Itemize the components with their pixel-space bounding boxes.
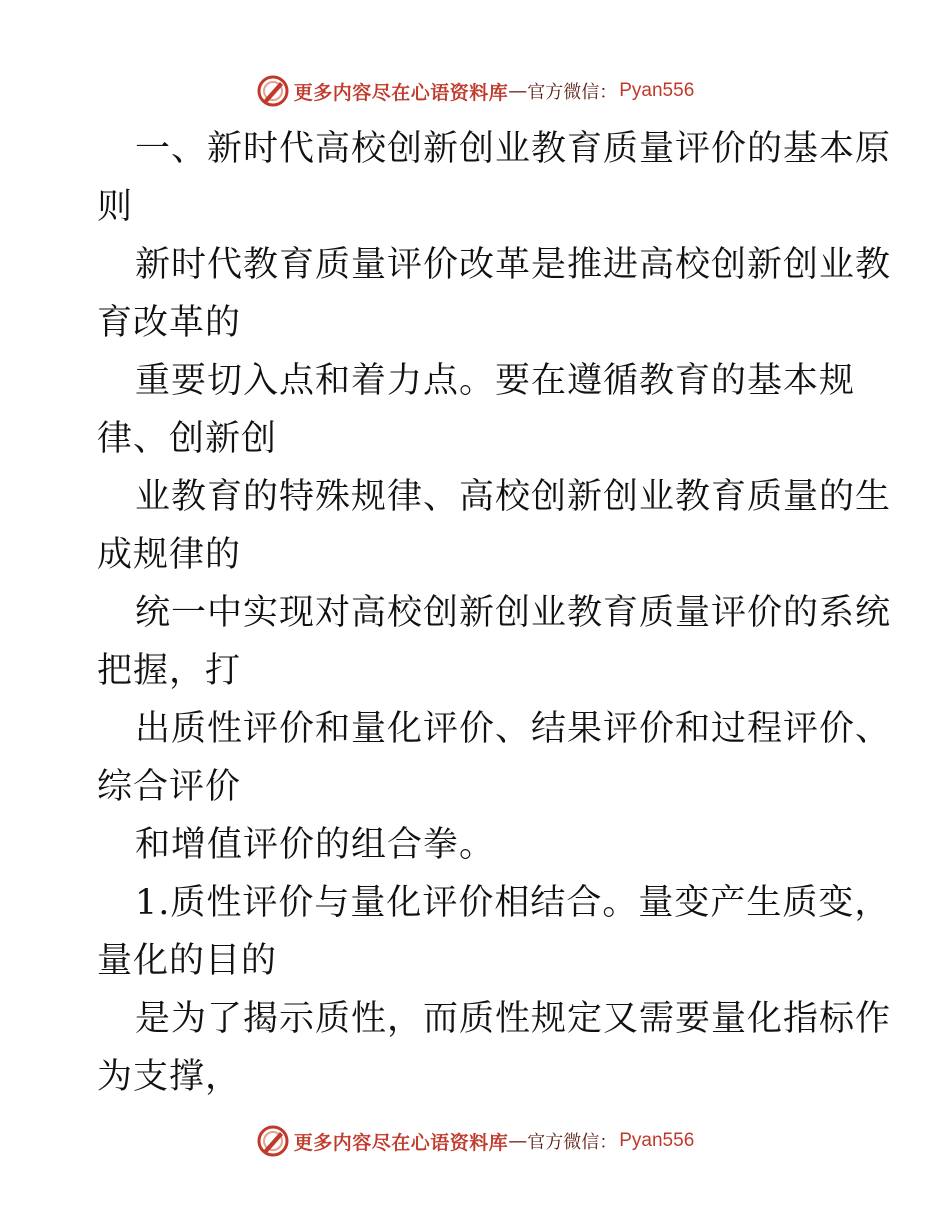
text-line: 为支撑， — [97, 1057, 242, 1097]
document-body — [97, 120, 892, 1106]
text-line: 出质性评价和量化评价、结果评价和过程评价、 — [135, 709, 892, 749]
text-line: 新时代教育质量评价改革是推进高校创新创业教 — [135, 245, 892, 285]
text-line: 成规律的 — [97, 535, 242, 575]
watermark-text: 更多内容尽在心语资料库 — [293, 1131, 509, 1154]
text-line: 量化的目的 — [97, 941, 278, 981]
text-line: 是为了揭示质性，而质性规定又需要量化指标作 — [135, 999, 892, 1039]
text-line: 和增值评价的组合拳。 — [135, 825, 496, 865]
text-line: 则 — [97, 187, 134, 227]
text-line: 一、新时代高校创新创业教育质量评价的基本原 — [135, 129, 892, 169]
text-line: 业教育的特殊规律、高校创新创业教育质量的生 — [135, 477, 892, 517]
watermark-separator: — — [508, 80, 528, 102]
text-line: 1.质性评价与量化评价相结合。量变产生质变， — [135, 883, 891, 923]
text-line: 育改革的 — [97, 303, 242, 343]
pen-circle-logo-icon — [256, 74, 290, 108]
text-line: 律、创新创 — [97, 419, 278, 459]
text-line: 把握，打 — [97, 651, 242, 691]
wechat-id: Pyan556 — [619, 1130, 695, 1151]
header-watermark — [0, 71, 950, 111]
wechat-label: 官方微信： — [527, 82, 618, 103]
watermark-separator: — — [508, 1130, 528, 1152]
wechat-id: Pyan556 — [619, 80, 695, 101]
footer-watermark — [0, 1121, 950, 1161]
watermark-text: 更多内容尽在心语资料库 — [293, 81, 509, 104]
text-line: 综合评价 — [97, 767, 242, 807]
wechat-label: 官方微信： — [527, 1132, 618, 1153]
text-line: 统一中实现对高校创新创业教育质量评价的系统 — [135, 593, 892, 633]
text-line: 重要切入点和着力点。要在遵循教育的基本规 — [135, 361, 856, 401]
pen-circle-logo-icon — [256, 1124, 290, 1158]
